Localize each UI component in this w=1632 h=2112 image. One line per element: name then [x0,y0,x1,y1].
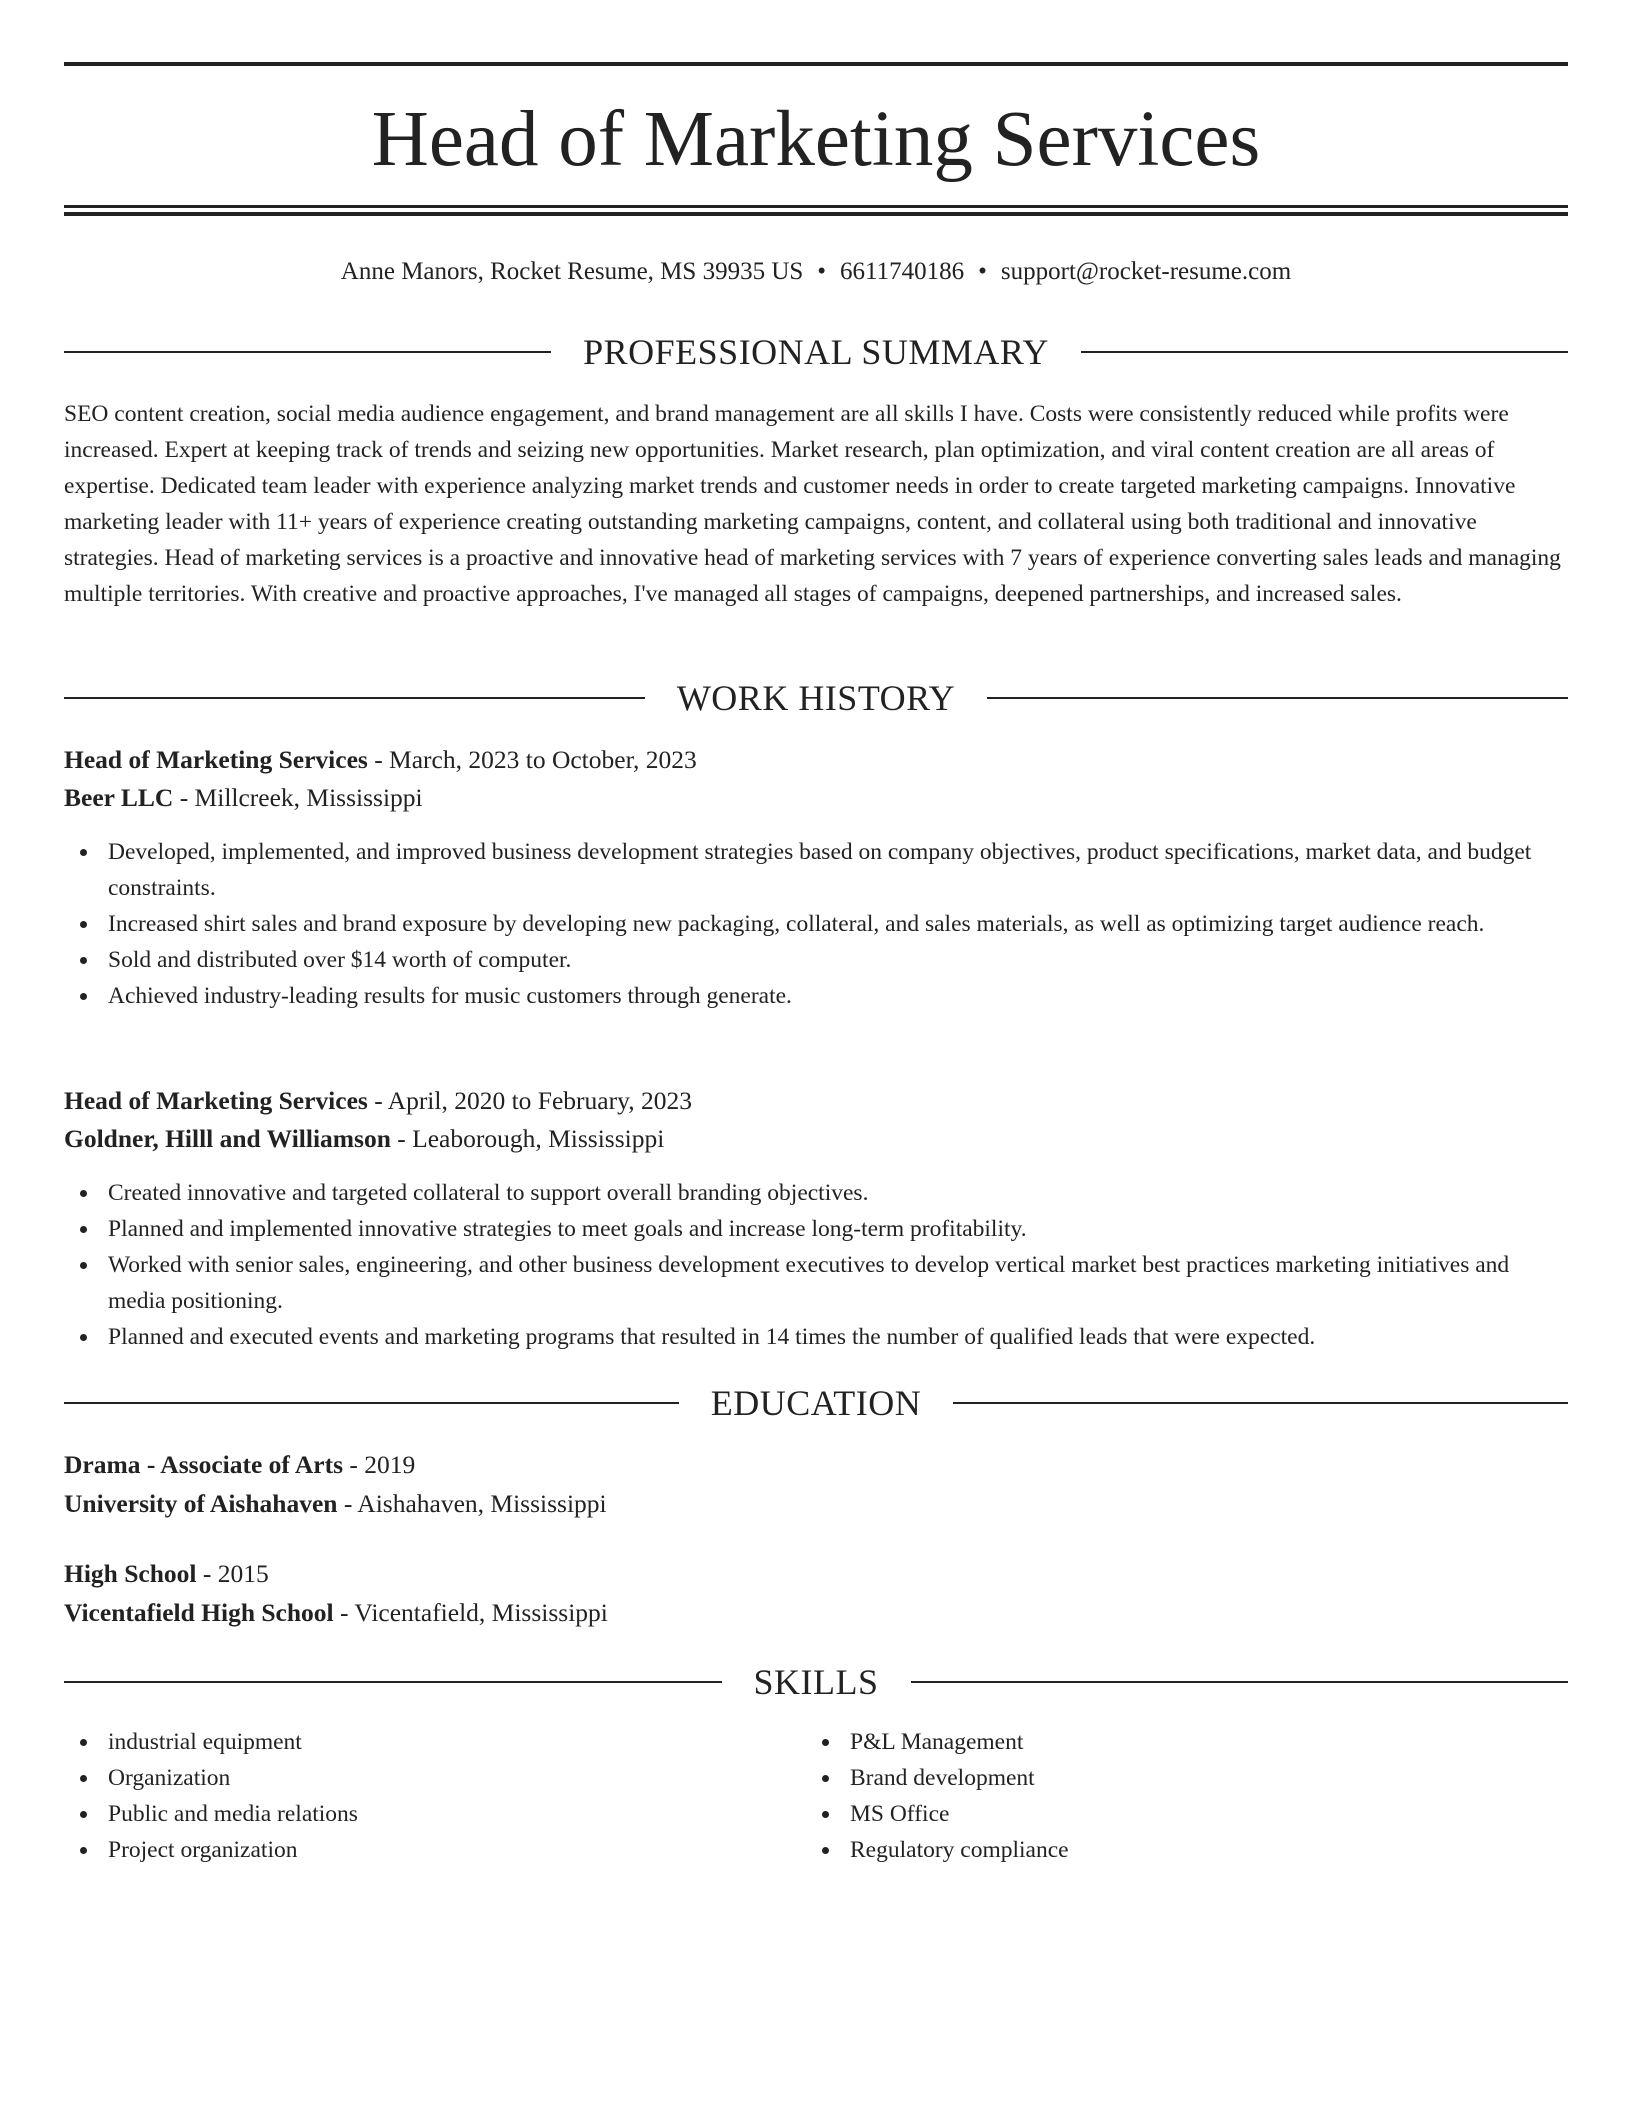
contact-separator: • [978,258,987,285]
education-degree-line [64,1555,1568,1593]
job-company-line [64,1120,1568,1158]
summary-text: SEO content creation, social media audience engagement, and brand management are all skills I have. Costs were consistently reduced while profits were increased. Expert at keeping track of trends and seizing new opportunities. Market research, plan optimization, and viral content creation are all areas of expertise. Dedicated team leader with experience analyzing market trends and customer needs in order to create targeted marketing campaigns. Innovative marketing leader with 11+ years of experience creating outstanding marketing campaigns, content, and collateral using both traditional and innovative strategies. Head of marketing services is a proactive and innovative head of marketing services with 7 years of experience converting sales leads and managing multiple territories. With creative and proactive approaches, I've managed all stages of campaigns, deepened partnerships, and increased sales. [64,401,1561,607]
education-year: - 2015 [196,1559,269,1588]
section-title: PROFESSIONAL SUMMARY [583,332,1049,372]
list-item: Planned and executed events and marketing programs that resulted in 14 times the number of qualified leads that were expected. [64,1319,1568,1355]
list-item: Sold and distributed over $14 worth of computer. [64,942,1568,978]
section-rule-left [64,1681,722,1683]
section-title: SKILLS [753,1662,879,1702]
education-location: - Aishahaven, Mississippi [337,1489,607,1518]
education-school-line [64,1485,1568,1523]
section-rule-right [987,697,1568,699]
header-rule-upper [64,205,1568,208]
job-title-line [64,1082,1568,1120]
education-degree: Drama - Associate of Arts [64,1450,344,1479]
section-rule-left [64,351,551,353]
list-item: Worked with senior sales, engineering, and other business development executives to develop vertical market best practices marketing initiatives and media positioning. [64,1247,1568,1319]
job-title: Head of Marketing Services [64,1086,368,1115]
job-title: Head of Marketing Services [64,745,368,774]
section-rule-right [911,1681,1569,1683]
skills-list-right [806,1724,1506,1868]
education-school: University of Aishahaven [64,1489,338,1518]
skill-item: Organization [64,1760,764,1796]
education-year: - 2019 [343,1450,416,1479]
job-company-line [64,779,1568,817]
education-degree-line [64,1446,1568,1484]
contact-line [64,254,1568,290]
list-item: Increased shirt sales and brand exposure by developing new packaging, collateral, and sales materials, as well as optimizing target audience reach. [64,906,1568,942]
section-rule-right [1081,351,1568,353]
job-bullets [64,1175,1568,1355]
section-rule-right [953,1402,1568,1404]
list-item: Achieved industry-leading results for music customers through generate. [64,978,1568,1014]
education-location: - Vicentafield, Mississippi [333,1598,608,1627]
contact-address: Anne Manors, Rocket Resume, MS 39935 US [340,258,804,285]
job-company: Goldner, Hilll and Williamson [64,1124,391,1153]
section-title: WORK HISTORY [676,678,956,718]
skill-item: Project organization [64,1832,764,1868]
list-item: Planned and implemented innovative strategies to meet goals and increase long-term profitability. [64,1211,1568,1247]
job-location: - Millcreek, Mississippi [173,783,423,812]
skill-item: MS Office [806,1796,1506,1832]
section-header-work-history [64,676,1568,720]
contact-phone: 6611740186 [840,258,965,285]
skill-item: Regulatory compliance [806,1832,1506,1868]
education-school: Vicentafield High School [64,1598,334,1627]
job-title-line [64,741,1568,779]
contact-separator: • [817,258,827,285]
section-header-education [64,1381,1568,1425]
job-dates: - April, 2020 to February, 2023 [367,1086,692,1115]
job-company: Beer LLC [64,783,174,812]
job-bullets [64,834,1568,1014]
education-degree: High School [64,1559,197,1588]
list-item: Created innovative and targeted collateral to support overall branding objectives. [64,1175,1568,1211]
section-rule-left [64,1402,679,1404]
resume-title: Head of Marketing Services [371,96,1261,183]
skill-item: P&L Management [806,1724,1506,1760]
header-rule-lower [64,212,1568,216]
header-top-rule [64,62,1568,66]
skills-list-left [64,1724,764,1868]
section-rule-left [64,697,645,699]
job-dates: - March, 2023 to October, 2023 [367,745,697,774]
skill-item: Brand development [806,1760,1506,1796]
section-title: EDUCATION [710,1383,922,1423]
section-header-summary [64,330,1568,374]
job-location: - Leaborough, Mississippi [390,1124,665,1153]
education-school-line [64,1594,1568,1632]
list-item: Developed, implemented, and improved business development strategies based on company objectives, product specifications, market data, and budget constraints. [64,834,1568,906]
section-header-skills [64,1660,1568,1704]
contact-email: support@rocket-resume.com [1000,258,1292,285]
skill-item: Public and media relations [64,1796,764,1832]
skill-item: industrial equipment [64,1724,764,1760]
